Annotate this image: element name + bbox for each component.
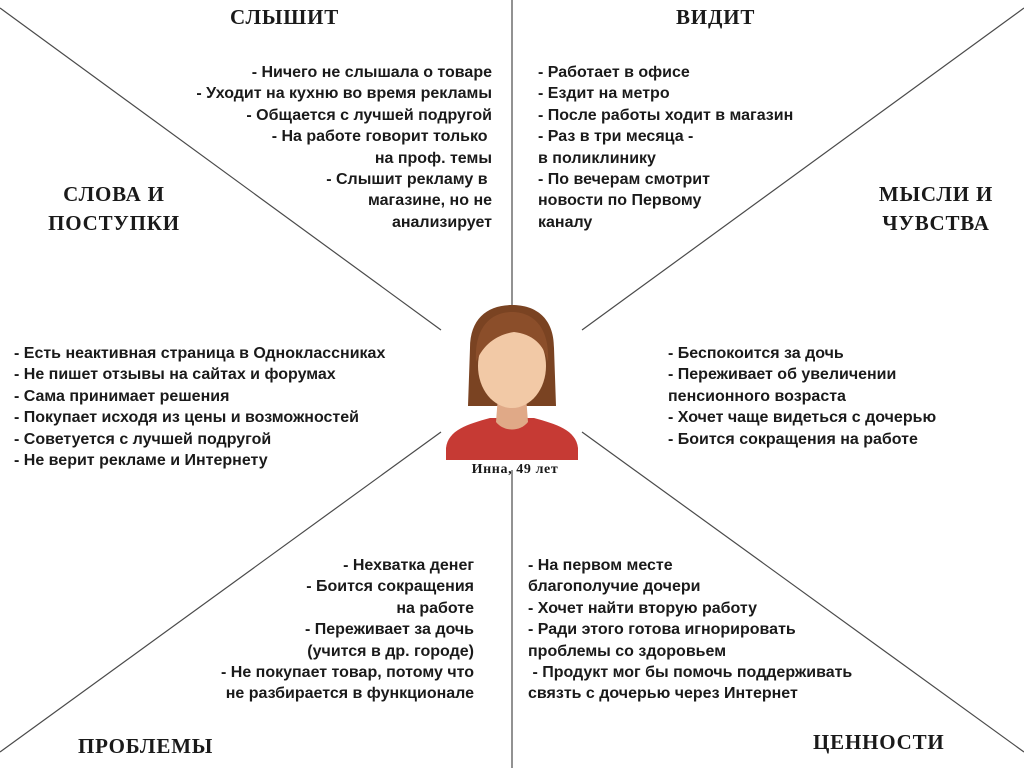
list-item: благополучие дочери [528,578,701,596]
list-item: - Есть неактивная страница в Одноклассниках [14,345,386,362]
list-item: - На работе говорит только [271,128,492,146]
list-item: - Ничего не слышала о товаре [251,64,492,81]
list-item: - Ездит на метро [538,85,670,103]
list-item: новости по Первому [538,192,702,210]
list-item: на работе [396,599,474,617]
list-item: проблемы со здоровьем [528,642,727,660]
section-title-hears: СЛЫШИТ [230,5,340,29]
section-list-hears [150,62,492,233]
list-item: каналу [538,213,593,231]
list-item: - Боится сокращения на работе [668,430,918,448]
list-item: - Общается с лучшей подругой [246,106,492,124]
list-item: - Слышит рекламу в [326,171,492,189]
list-item: не разбирается в функционале [225,685,474,703]
list-item: - Нехватка денег [343,557,474,574]
section-title-says-does [36,180,192,238]
section-title-values: ЦЕННОСТИ [813,730,945,754]
section-list-problems [180,555,474,705]
section-title-line: ПОСТУПКИ [48,211,180,235]
section-title-line: СЛОВА И [63,182,165,206]
list-item: - Беспокоится за дочь [668,345,844,362]
list-item: - После работы ходит в магазин [538,106,794,124]
list-item: (учится в др. городе) [307,642,474,660]
list-item: - Раз в три месяца - [538,128,694,146]
list-item: анализирует [391,213,492,231]
list-item: - Переживает за дочь [304,621,474,639]
section-title-problems: ПРОБЛЕМЫ [78,734,214,758]
list-item: - По вечерам смотрит [538,171,710,189]
list-item: - Не пишет отзывы на сайтах и форумах [14,366,336,384]
list-item: - Ради этого готова игнорировать [528,621,796,639]
section-list-values [528,555,908,705]
list-item: - Покупает исходя из цены и возможностей [14,409,359,427]
list-item: - Уходит на кухню во время рекламы [196,85,492,103]
list-item: пенсионного возраста [668,387,846,405]
list-item: - Продукт мог бы помочь поддерживать [528,664,853,682]
list-item: связть с дочерью через Интернет [528,685,798,703]
list-item: - Советуется с лучшей подругой [14,430,272,448]
person-caption: Инна, 49 лет [471,462,559,477]
list-item: - Не верит рекламе и Интернету [14,452,268,470]
section-title-line: МЫСЛИ И [878,182,994,206]
list-item: на проф. темы [374,149,492,167]
list-item: - Хочет чаще видеться с дочерью [668,409,937,427]
section-title-line: ЧУВСТВА [882,211,990,235]
list-item: магазине, но не [368,192,492,210]
list-item: - Хочет найти вторую работу [528,599,758,617]
section-title-sees: ВИДИТ [676,5,756,29]
person-avatar-icon [446,305,578,460]
list-item: - Работает в офисе [538,64,690,81]
list-item: - Не покупает товар, потому что [220,664,474,682]
list-item: - На первом месте [528,557,673,574]
list-item: в поликлинику [538,149,656,167]
section-list-thinks-feels [668,343,1008,450]
list-item: - Боится сокращения [306,578,474,596]
section-list-says-does [14,343,444,471]
list-item: - Сама принимает решения [14,387,230,405]
list-item: - Переживает об увеличении [668,366,897,384]
section-list-sees [538,62,858,233]
section-title-thinks-feels [858,180,1014,238]
